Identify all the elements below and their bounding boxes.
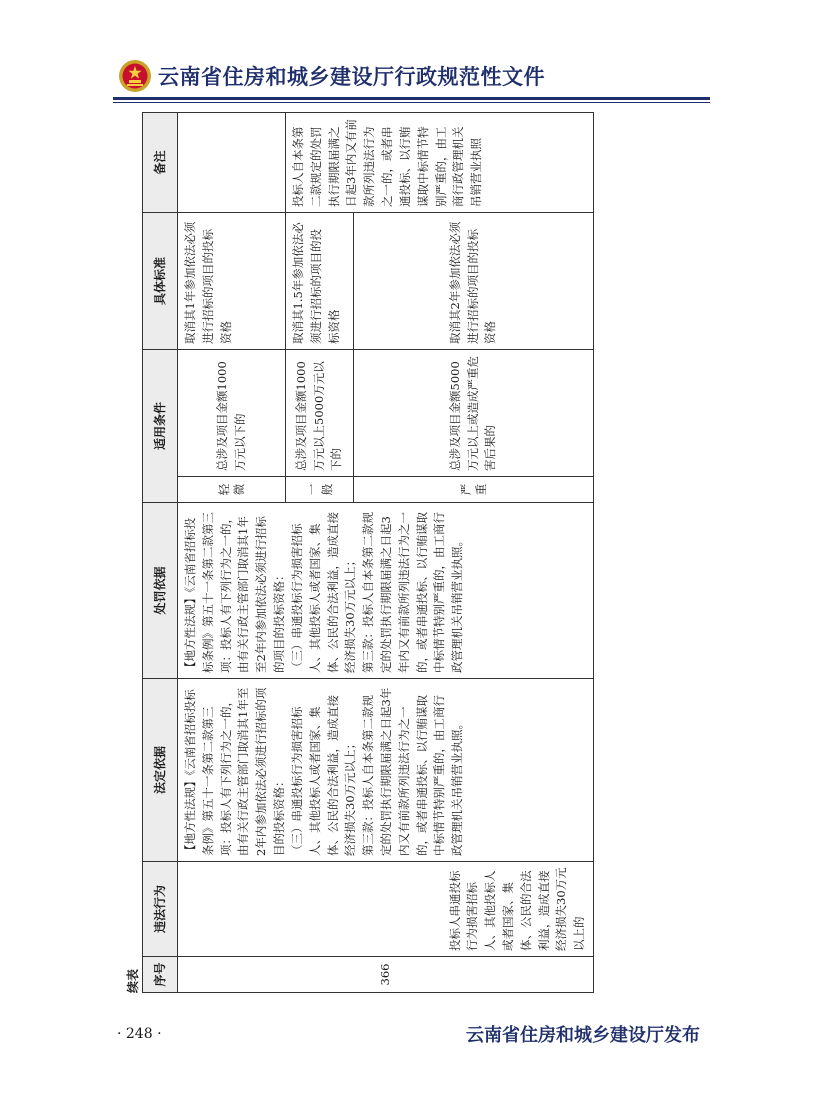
row-penalty-basis: 【地方性法规】《云南省招标投标条例》第五十一条第二款第三项：投标人有下列行为之一的，由有关行政主管部门取消其1年至2年内参加依法必须进行招标的项目的投标资格： （三）串通投标行为损害招标人、其他投标人或者国家、集体、公民的合法利益，造成直接经济损失30万元以上； 第三款：投标人自本条第二款规定的处罚执行期限届满之日起3年内又有前款所列违法行为之一的，或者串通投标、以行贿谋取中标情节特别严重的，由工商行政管理机关吊销营业执照。 <box>178 503 594 679</box>
col-header-act: 违法行为 <box>143 862 178 957</box>
national-emblem-icon <box>118 59 152 93</box>
col-header-seq: 序号 <box>143 957 178 993</box>
header-rule-thin <box>113 102 710 103</box>
row-legal-basis: 【地方性法规】《云南省招标投标条例》第五十一条第二款第三项：投标人有下列行为之一的，由有关行政主管部门取消其1年至2年内参加依法必须进行招标的项目的投标资格： （三）串通投标行为损害招标人、其他投标人或者国家、集体、公民的合法利益，造成直接经济损失30万元以上； 第三款：投标人自本条第二款规定的处罚执行期限届满之日起3年内又有前款所列违法行为之一的，或者串通投标、以行贿谋取中标情节特别严重的，由工商行政管理机关吊销营业执照。 <box>178 679 594 862</box>
document-header <box>118 56 545 96</box>
table-row <box>178 112 286 992</box>
condition-general: 总涉及项目金额1000万元以上5000万元以下的 <box>286 349 354 476</box>
condition-minor: 总涉及项目金额1000万元以下的 <box>178 349 286 476</box>
rotated-table-container <box>124 113 594 993</box>
penalty-table <box>142 112 594 993</box>
col-header-legal: 法定依据 <box>143 679 178 862</box>
level-general: 一般 <box>286 477 354 503</box>
condition-severe: 总涉及项目金额5000万元以上或造成严重危害后果的 <box>354 349 594 476</box>
table-header-row <box>143 112 178 992</box>
continuation-label: 续表 <box>126 968 140 993</box>
col-header-condition: 适用条件 <box>143 349 178 502</box>
publisher-footer: 云南省住房和城乡建设厅发布 <box>466 1025 700 1046</box>
col-header-penalty: 处罚依据 <box>143 503 178 679</box>
row-act: 投标人串通投标行为损害招标人、其他投标人或者国家、集体、公民的合法利益，造成直接经济损失30万元以上的 <box>178 862 594 957</box>
col-header-standard: 具体标准 <box>143 212 178 349</box>
header-title: 云南省住房和城乡建设厅行政规范性文件 <box>158 65 545 89</box>
standard-general: 取消其1.5年参加依法必须进行招标的项目的投标资格 <box>286 212 354 349</box>
page-number: · 248 · <box>117 1026 162 1042</box>
col-header-remark: 备注 <box>143 112 178 212</box>
remark-cell: 投标人自本条第二款规定的处罚执行期限届满之日起3年内又有前款所列违法行为之一的，或者串通投标、以行贿谋取中标情节特别严重的，由工商行政管理机关吊销营业执照 <box>286 112 594 212</box>
level-severe: 严重 <box>354 477 594 503</box>
level-minor: 轻微 <box>178 477 286 503</box>
standard-severe: 取消其2年参加依法必须进行招标的项目的投标资格 <box>354 212 594 349</box>
row-seq: 366 <box>178 957 594 993</box>
header-rule-thick <box>113 97 710 100</box>
remark-minor <box>178 112 286 212</box>
standard-minor: 取消其1年参加依法必须进行招标的项目的投标资格 <box>178 212 286 349</box>
